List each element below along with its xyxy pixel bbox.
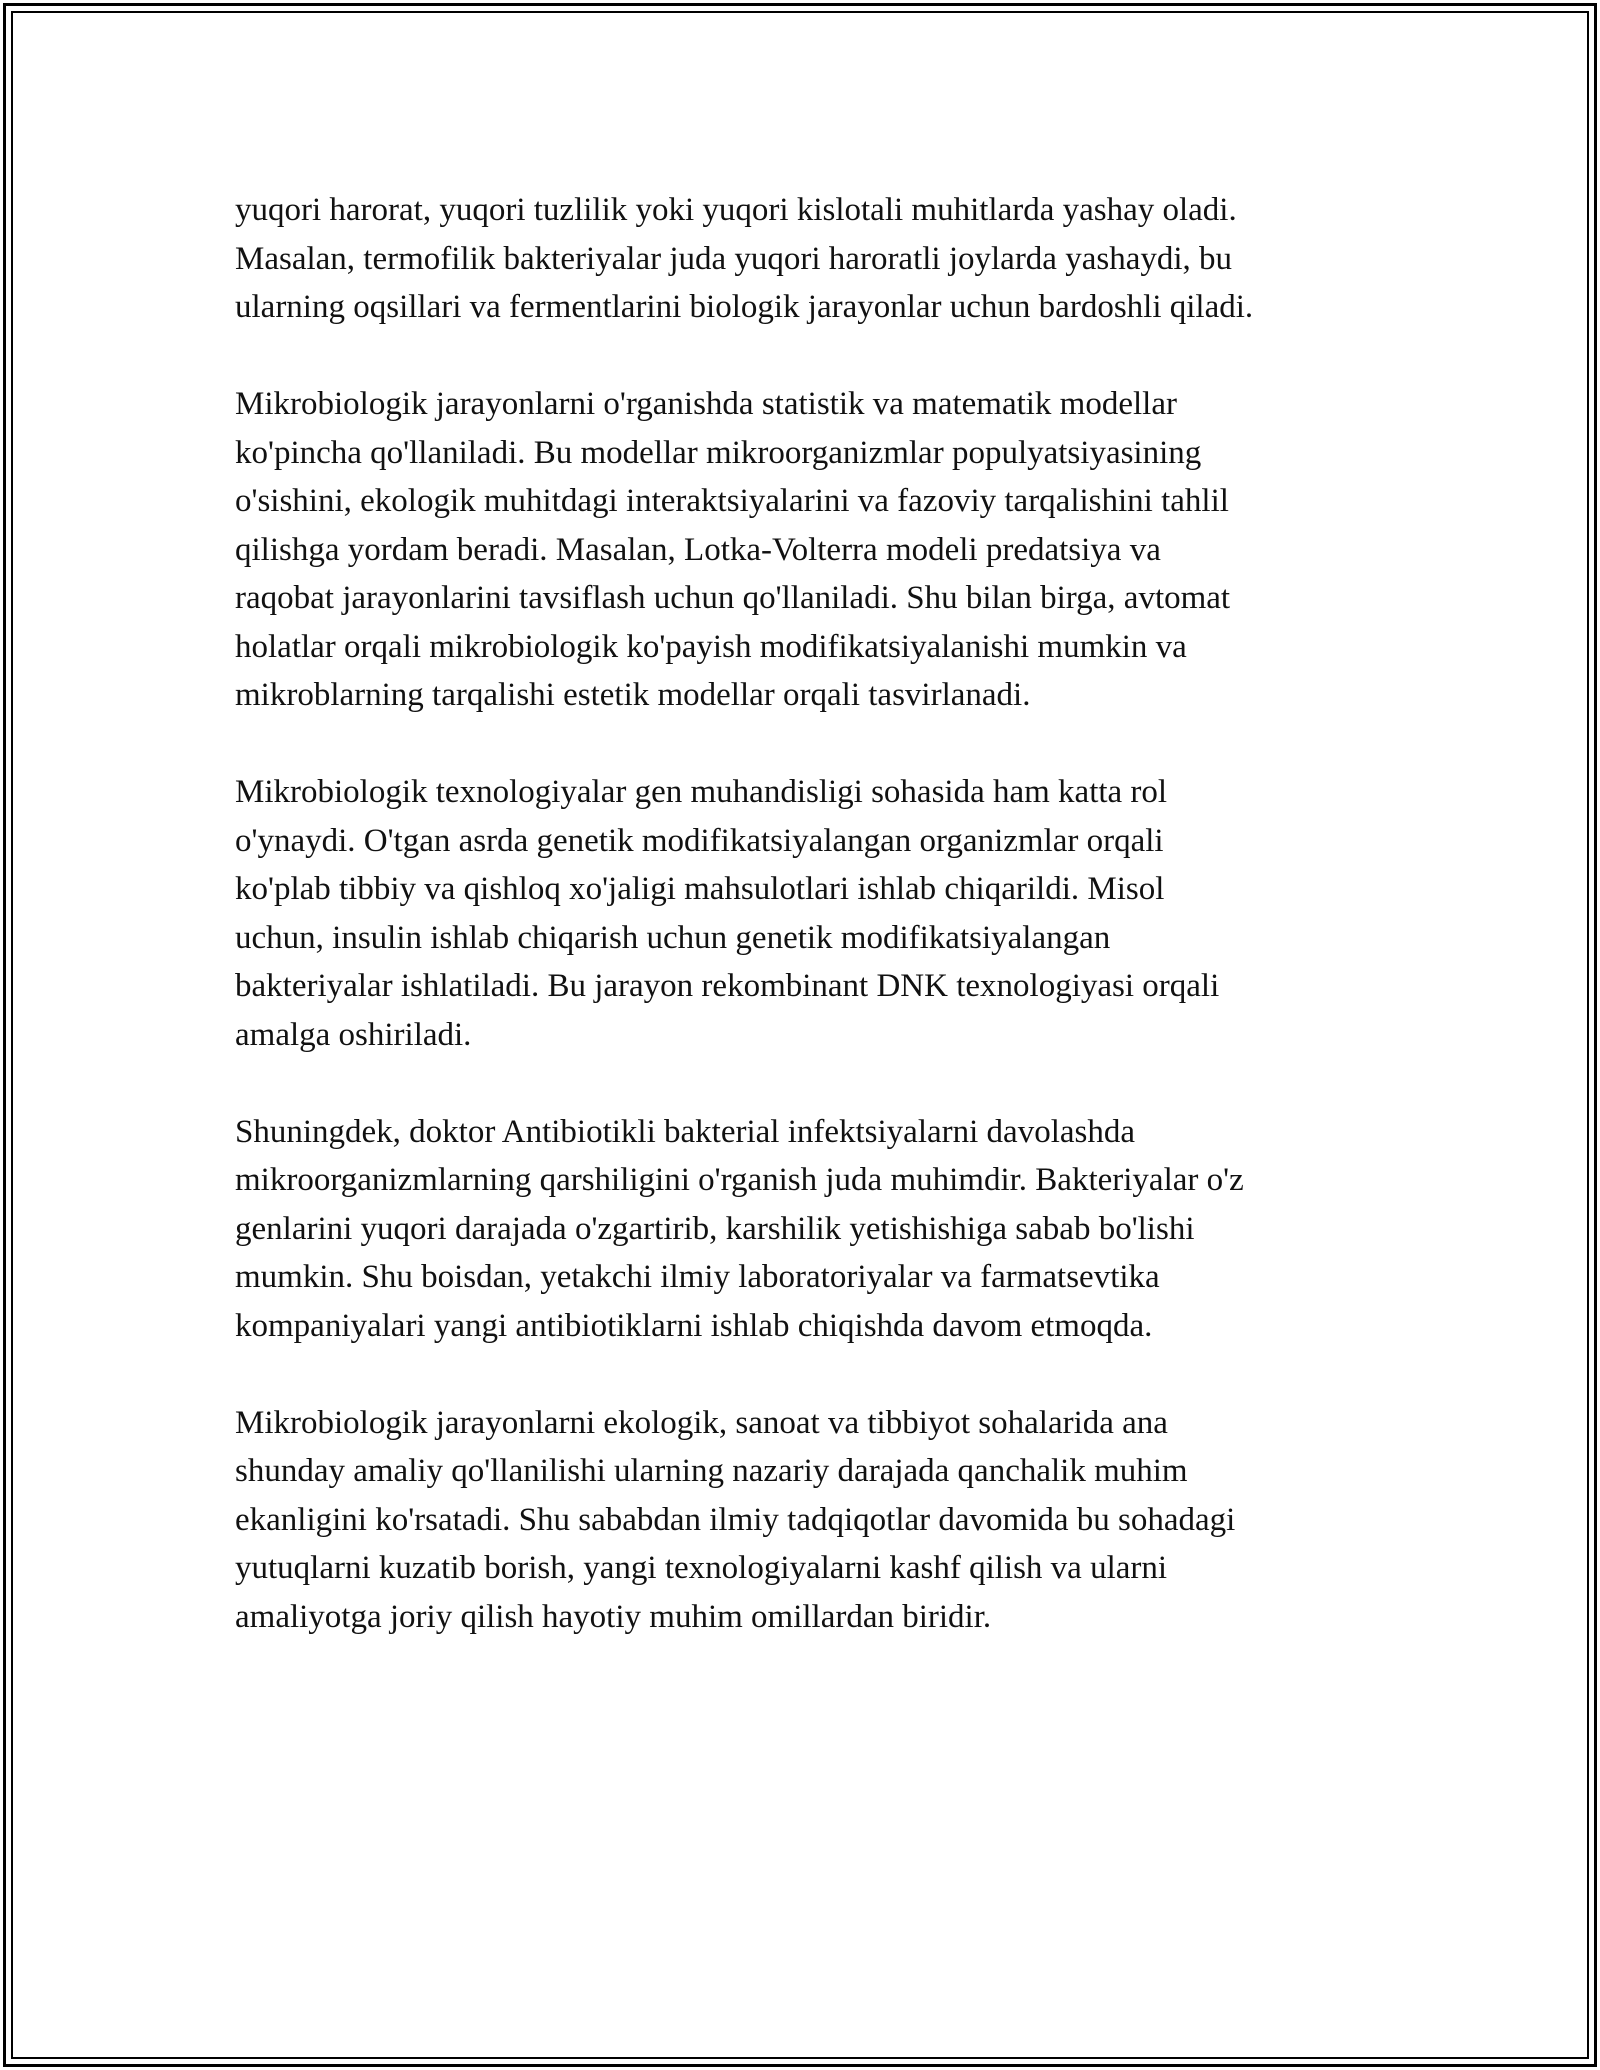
text-line: Mikrobiologik jarayonlarni ekologik, sanoat va tibbiyot sohalarida ana	[235, 1404, 1168, 1441]
text-line: genlarini yuqori darajada o'zgartirib, karshilik yetishishiga sabab bo'lishi	[235, 1210, 1195, 1247]
paragraph-2	[235, 380, 1365, 720]
text-line: mumkin. Shu boisdan, yetakchi ilmiy laboratoriyalar va farmatsevtika	[235, 1259, 1160, 1295]
text-line: o'sishini, ekologik muhitdagi interaktsiyalarini va fazoviy tarqalishini tahlil	[235, 483, 1229, 519]
text-line: Mikrobiologik texnologiyalar gen muhandisligi sohasida ham katta rol	[235, 774, 1168, 810]
text-line: Masalan, termofilik bakteriyalar juda yuqori haroratli joylarda yashaydi, bu	[235, 240, 1233, 277]
text-line: ekanligini ko'rsatadi. Shu sababdan ilmiy tadqiqotlar davomida bu sohadagi	[235, 1501, 1236, 1538]
document-body	[235, 186, 1365, 1690]
text-line: Mikrobiologik jarayonlarni o'rganishda statistik va matematik modellar	[235, 386, 1177, 422]
paragraph-3	[235, 768, 1365, 1059]
text-line: ko'pincha qo'llaniladi. Bu modellar mikroorganizmlar populyatsiyasining	[235, 434, 1202, 471]
text-line: Shuningdek, doktor Antibiotikli bakterial infektsiyalarni davolashda	[235, 1113, 1136, 1150]
text-line: mikroblarning tarqalishi estetik modellar orqali tasvirlanadi.	[235, 677, 1031, 713]
text-line: kompaniyalari yangi antibiotiklarni ishlab chiqishda davom etmoqda.	[235, 1307, 1153, 1344]
text-line: amaliyotga joriy qilish hayotiy muhim omillardan biridir.	[235, 1598, 992, 1635]
text-line: ularning oqsillari va fermentlarini biologik jarayonlar uchun bardoshli qiladi.	[235, 289, 1254, 325]
text-line: o'ynaydi. O'tgan asrda genetik modifikatsiyalangan organizmlar orqali	[235, 822, 1164, 859]
text-line: qilishga yordam beradi. Masalan, Lotka-Volterra modeli predatsiya va	[235, 531, 1161, 568]
text-line: shunday amaliy qo'llanilishi ularning nazariy darajada qanchalik muhim	[235, 1453, 1188, 1489]
text-line: bakteriyalar ishlatiladi. Bu jarayon rekombinant DNK texnologiyasi orqali	[235, 968, 1220, 1004]
text-line: uchun, insulin ishlab chiqarish uchun genetik modifikatsiyalangan	[235, 919, 1111, 956]
paragraph-1	[235, 186, 1365, 332]
text-line: amalga oshiriladi.	[235, 1016, 472, 1053]
text-line: holatlar orqali mikrobiologik ko'payish modifikatsiyalanishi mumkin va	[235, 628, 1187, 665]
paragraph-5	[235, 1399, 1365, 1642]
text-line: yutuqlarni kuzatib borish, yangi texnologiyalarni kashf qilish va ularni	[235, 1550, 1168, 1586]
text-line: raqobat jarayonlarini tavsiflash uchun qo'llaniladi. Shu bilan birga, avtomat	[235, 580, 1231, 616]
text-line: ko'plab tibbiy va qishloq xo'jaligi mahsulotlari ishlab chiqarildi. Misol	[235, 871, 1165, 907]
text-line: mikroorganizmlarning qarshiligini o'rganish juda muhimdir. Bakteriyalar o'z	[235, 1162, 1244, 1198]
text-line: yuqori harorat, yuqori tuzlilik yoki yuqori kislotali muhitlarda yashay oladi.	[235, 192, 1237, 228]
paragraph-4	[235, 1108, 1365, 1351]
